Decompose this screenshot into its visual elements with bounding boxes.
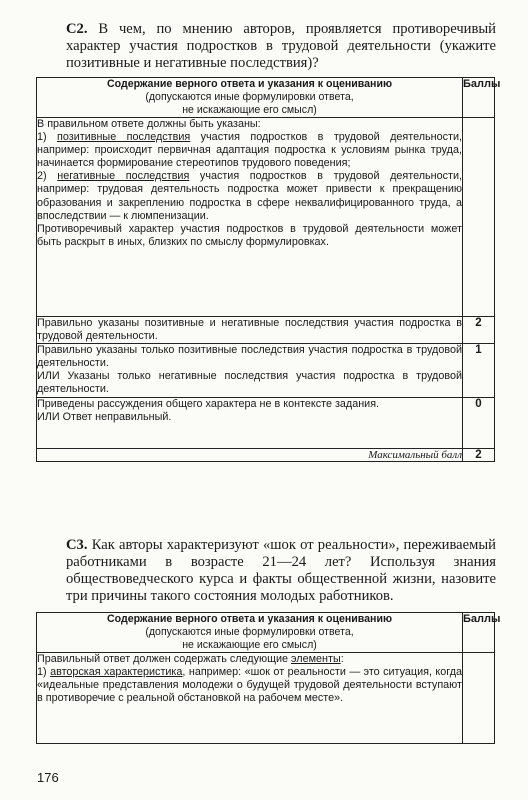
page-number: 176 <box>37 770 59 785</box>
key-term: авторская характеристика <box>50 666 183 679</box>
question-number: С3. <box>66 537 88 553</box>
header-note: не искажающие его смысл) <box>182 104 317 116</box>
item-number: 1) <box>37 131 58 144</box>
table-header-row <box>37 78 495 118</box>
answer-item <box>37 666 462 705</box>
criteria-line: Приведены рассуждения общего характера не в контексте задания. <box>37 397 380 410</box>
content-header <box>37 78 463 118</box>
header-note: (допускаются иные формулировки ответа, <box>145 91 354 103</box>
max-score-points: 2 <box>463 448 495 461</box>
intro-text: Правильный ответ должен содержать следующие <box>37 653 292 665</box>
key-term: позитивные последствия <box>57 131 191 144</box>
item-text: участия подростков в трудовой деятельности, например: происходит первичная адаптация подростка к условиям рынка труда, начинается формирование стереотипов трудового поведения; <box>37 131 462 170</box>
criteria-line: Правильно указаны позитивные и негативные последствия участия подростка в трудовой деятельности. <box>37 317 462 343</box>
points-header: Баллы <box>463 78 495 118</box>
answer-row <box>37 118 495 317</box>
score-criteria <box>37 397 463 448</box>
answer-content <box>37 653 463 744</box>
header-title: Содержание верного ответа и указания к оцениванию <box>106 613 393 625</box>
header-note: не искажающие его смысл) <box>182 639 317 651</box>
content-header <box>37 613 463 653</box>
score-row <box>37 317 495 344</box>
item-number: 1) <box>37 666 51 679</box>
points-cell-empty <box>463 118 495 317</box>
score-points: 2 <box>463 317 495 344</box>
score-points: 0 <box>463 397 495 448</box>
criteria-line: ИЛИ Указаны только негативные последствия участия подростка в трудовой деятельности. <box>37 370 462 396</box>
answer-item <box>37 131 462 170</box>
score-points: 1 <box>463 344 495 397</box>
answer-content <box>37 118 463 317</box>
question-c2 <box>66 21 496 72</box>
criteria-line: ИЛИ Ответ неправильный. <box>37 410 172 423</box>
question-text: В чем, по мнению авторов, проявляется противоречивый характер участия подростков в трудовой деятельности (укажите позитивные и негативные последствия)? <box>66 21 496 71</box>
key-term: элементы <box>291 653 341 665</box>
points-header: Баллы <box>463 613 495 653</box>
score-criteria <box>37 317 463 344</box>
intro-punct: : <box>340 653 344 665</box>
max-score-row <box>37 448 495 461</box>
item-text: , например: «шок от реальности — это ситуация, когда «идеальные представления молодежи о будущей трудовой деятельности вступают в противоречие с реальной обстановкой на рабочем месте». <box>37 666 463 705</box>
question-number: С2. <box>66 21 88 37</box>
question-c3 <box>66 537 496 605</box>
answer-intro: В правильном ответе должны быть указаны: <box>37 118 261 130</box>
score-criteria <box>37 344 463 397</box>
table-header-row <box>37 613 495 653</box>
header-title: Содержание верного ответа и указания к оцениванию <box>106 78 393 90</box>
header-note: (допускаются иные формулировки ответа, <box>145 626 354 638</box>
answer-row <box>37 653 495 744</box>
answer-note: Противоречивый характер участия подростков в трудовой деятельности может быть раскрыт в иных, близких по смыслу формулировках. <box>37 222 462 248</box>
criteria-table-c3 <box>36 612 501 744</box>
answer-intro <box>37 653 462 666</box>
criteria-table-c2 <box>36 77 501 462</box>
question-text: Как авторы характеризуют «шок от реальности», переживаемый работниками в возрасте 21—24 лет? Используя знания обществоведческого курса и факты общественной жизни, назовите три причины такого состояния молодых работников. <box>66 537 496 604</box>
item-text: участия подростков в трудовой деятельности, например: трудовая деятельность подростка может привести к прекращению образования и закреплению подростка в сфере неквалифицированного труда, а впоследствии — к люмпенизации. <box>37 170 462 222</box>
score-row <box>37 344 495 397</box>
points-cell-empty <box>463 653 495 744</box>
key-term: негативные последствия <box>57 170 190 183</box>
max-score-label: Максимальный балл <box>37 448 463 461</box>
answer-item <box>37 170 462 222</box>
score-row <box>37 397 495 448</box>
criteria-line: Правильно указаны только позитивные последствия участия подростка в трудовой деятельности. <box>37 344 462 370</box>
item-number: 2) <box>37 170 58 183</box>
